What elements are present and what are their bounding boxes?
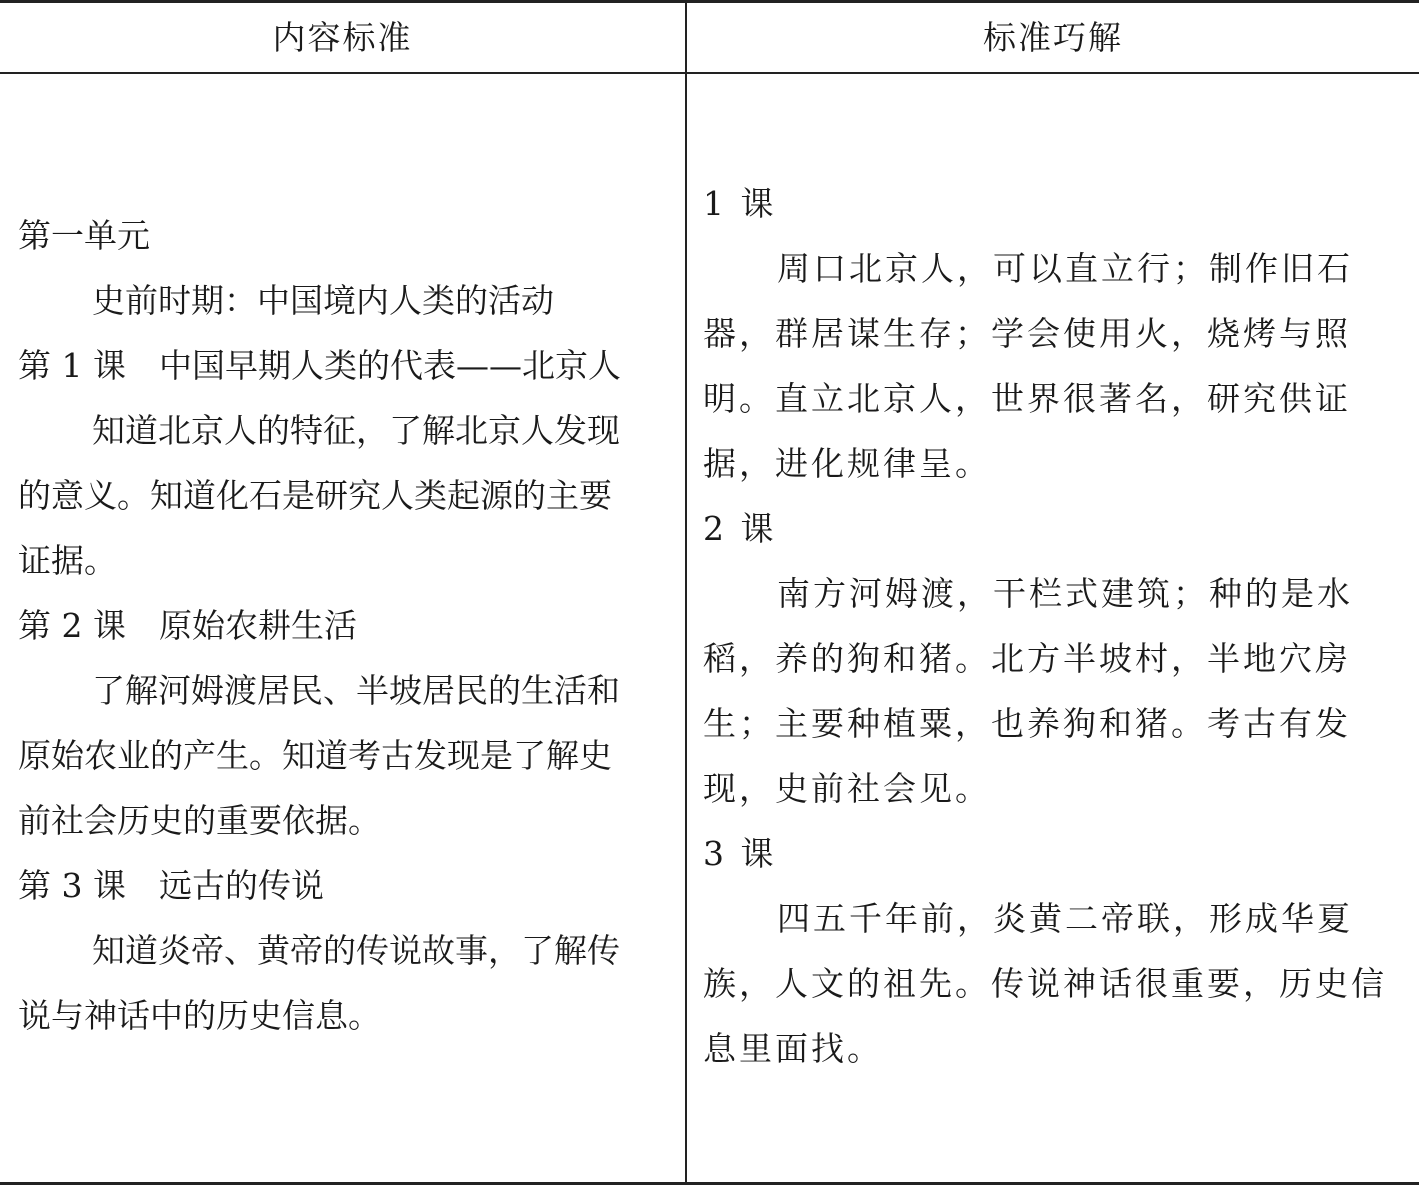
content-standard-line: 的意义。知道化石是研究人类起源的主要 bbox=[18, 476, 612, 515]
content-standard-column bbox=[18, 203, 670, 1048]
content-standard-line: 知道炎帝、黄帝的传说故事，了解传 bbox=[92, 931, 620, 970]
content-standard-line: 了解河姆渡居民、半坡居民的生活和 bbox=[92, 671, 620, 710]
standard-explanation-line: 1 课 bbox=[703, 184, 777, 223]
standard-explanation-column bbox=[703, 171, 1401, 1081]
standard-explanation-line: 南方河姆渡，干栏式建筑；种的是水 bbox=[777, 574, 1353, 613]
content-standard-line: 第一单元 bbox=[18, 216, 150, 255]
standard-explanation-line: 四五千年前，炎黄二帝联，形成华夏 bbox=[777, 899, 1353, 938]
standard-explanation-line: 族，人文的祖先。传说神话很重要，历史信 bbox=[703, 964, 1387, 1003]
standard-explanation-line: 生；主要种植粟，也养狗和猪。考古有发 bbox=[703, 704, 1351, 743]
content-standard-line: 史前时期：中国境内人类的活动 bbox=[92, 281, 554, 320]
content-standard-line: 证据。 bbox=[18, 541, 117, 580]
standard-explanation-line: 明。直立北京人，世界很著名，研究供证 bbox=[703, 379, 1351, 418]
standard-explanation-line: 3 课 bbox=[703, 834, 777, 873]
standard-explanation-line: 器，群居谋生存；学会使用火，烧烤与照 bbox=[703, 314, 1351, 353]
content-standard-line: 第 2 课 原始农耕生活 bbox=[18, 606, 357, 645]
standard-explanation-line: 息里面找。 bbox=[703, 1029, 883, 1068]
header-standard-explanation: 标准巧解 bbox=[983, 18, 1123, 57]
table-column-divider bbox=[685, 0, 687, 1185]
content-standard-line: 第 1 课 中国早期人类的代表——北京人 bbox=[18, 346, 621, 385]
standard-explanation-line: 周口北京人，可以直立行；制作旧石 bbox=[777, 249, 1353, 288]
content-standard-line: 原始农业的产生。知道考古发现是了解史 bbox=[18, 736, 612, 775]
content-standard-line: 前社会历史的重要依据。 bbox=[18, 801, 381, 840]
table-header-rule bbox=[0, 72, 1419, 74]
header-content-standard: 内容标准 bbox=[272, 18, 413, 57]
standard-explanation-line: 据，进化规律呈。 bbox=[703, 444, 991, 483]
content-standard-line: 第 3 课 远古的传说 bbox=[18, 866, 324, 905]
standard-explanation-line: 现，史前社会见。 bbox=[703, 769, 991, 808]
table-bottom-rule bbox=[0, 1182, 1419, 1185]
standard-explanation-line: 2 课 bbox=[703, 509, 777, 548]
content-standard-line: 说与神话中的历史信息。 bbox=[18, 996, 381, 1035]
standard-explanation-line: 稻，养的狗和猪。北方半坡村，半地穴房 bbox=[703, 639, 1351, 678]
content-standard-line: 知道北京人的特征，了解北京人发现 bbox=[92, 411, 620, 450]
